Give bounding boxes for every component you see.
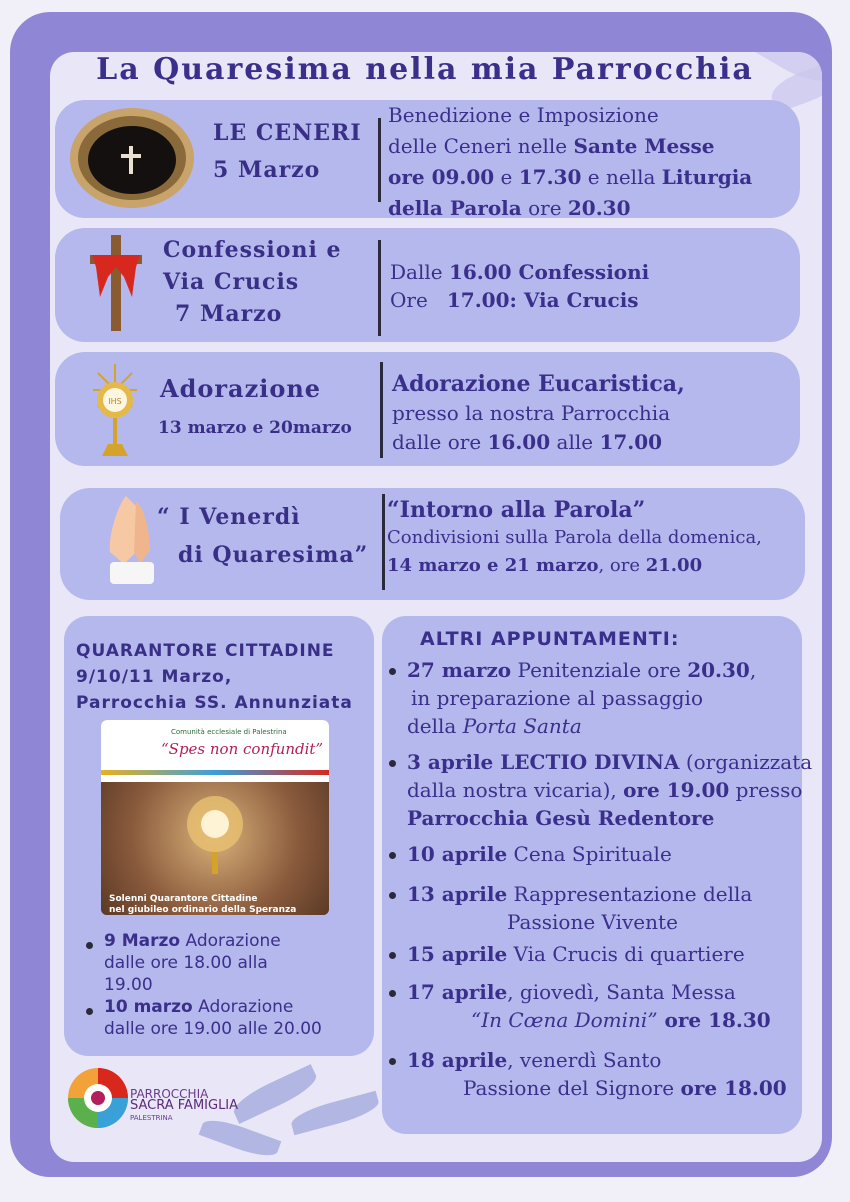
- list-item: 17 aprile, giovedì, Santa Messa “In Cœna Domini” ore 18.30: [385, 978, 810, 1034]
- page-title: La Quaresima nella mia Parrocchia: [96, 52, 754, 87]
- poster-stripe: [101, 770, 329, 775]
- divider: [378, 240, 381, 336]
- list-item: 3 aprile LECTIO DIVINA (organizzata dalla nostra vicaria), ore 19.00 presso Parrocchia Gesù Redentore: [385, 748, 810, 832]
- leaf-decoration: [289, 1091, 382, 1136]
- adorazione-heading: Adorazione: [160, 374, 322, 403]
- ceneri-date: 5 Marzo: [213, 157, 321, 183]
- confessioni-description: Dalle 16.00 Confessioni Ore 17.00: Via Crucis: [390, 260, 650, 312]
- ceneri-heading: LE CENERI: [213, 120, 362, 146]
- list-item: 27 marzo Penitenziale ore 20.30, in preparazione al passaggio della Porta Santa: [385, 656, 810, 740]
- divider: [382, 494, 385, 590]
- adorazione-description: Adorazione Eucaristica, presso la nostra Parrocchia dalle ore 16.00 alle 17.00: [392, 371, 685, 454]
- quarantore-list: [82, 930, 322, 1040]
- parish-logo-icon: [66, 1064, 130, 1132]
- ash-bowl-icon: [68, 106, 196, 210]
- altri-list: [385, 656, 813, 1102]
- parish-logo-text: PARROCCHIA SACRA FAMIGLIA PALESTRINA: [130, 1087, 239, 1122]
- poster-caption: Solenni Quarantore Cittadine nel giubileo ordinario della Speranza: [109, 894, 297, 915]
- venerdi-heading-1: “ I Venerdì: [157, 504, 301, 530]
- altri-heading: ALTRI APPUNTAMENTI:: [420, 628, 680, 650]
- monstrance-icon: [90, 360, 140, 458]
- venerdi-heading-2: di Quaresima”: [178, 542, 369, 568]
- svg-text:IHS: IHS: [108, 397, 122, 406]
- confessioni-heading: Confessioni e Via Crucis 7 Marzo: [163, 237, 342, 327]
- poster-header: [101, 720, 329, 782]
- list-item: 9 Marzo Adorazione dalle ore 18.00 alla 19.00: [82, 930, 322, 996]
- divider: [378, 118, 381, 202]
- poster-motto: “Spes non confundit”: [161, 740, 324, 758]
- list-item: 13 aprile Rappresentazione della Passione Vivente: [385, 880, 810, 936]
- ceneri-description: Benedizione e Imposizione delle Ceneri nelle Sante Messe ore 09.00 e 17.30 e nella Liturgia della Parola ore 20.30: [388, 103, 753, 220]
- quarantore-poster: [101, 720, 329, 915]
- list-item: 10 marzo Adorazione dalle ore 19.00 alle 20.00: [82, 996, 322, 1040]
- cross-icon: [86, 233, 146, 333]
- venerdi-description: “Intorno alla Parola” Condivisioni sulla Parola della domenica, 14 marzo e 21 marzo, ore 21.00: [387, 497, 762, 576]
- poster-monstrance-icon: [183, 792, 247, 882]
- adorazione-date: 13 marzo e 20marzo: [158, 418, 352, 438]
- divider: [380, 362, 383, 458]
- list-item: 18 aprile, venerdì Santo Passione del Signore ore 18.00: [385, 1046, 810, 1102]
- quarantore-heading: QUARANTORE CITTADINE 9/10/11 Marzo, Parrocchia SS. Annunziata: [76, 641, 353, 713]
- list-item: 15 aprile Via Crucis di quartiere: [385, 940, 810, 968]
- poster-small-text: Comunità ecclesiale di Palestrina: [171, 728, 287, 736]
- list-item: 10 aprile Cena Spirituale: [385, 840, 810, 868]
